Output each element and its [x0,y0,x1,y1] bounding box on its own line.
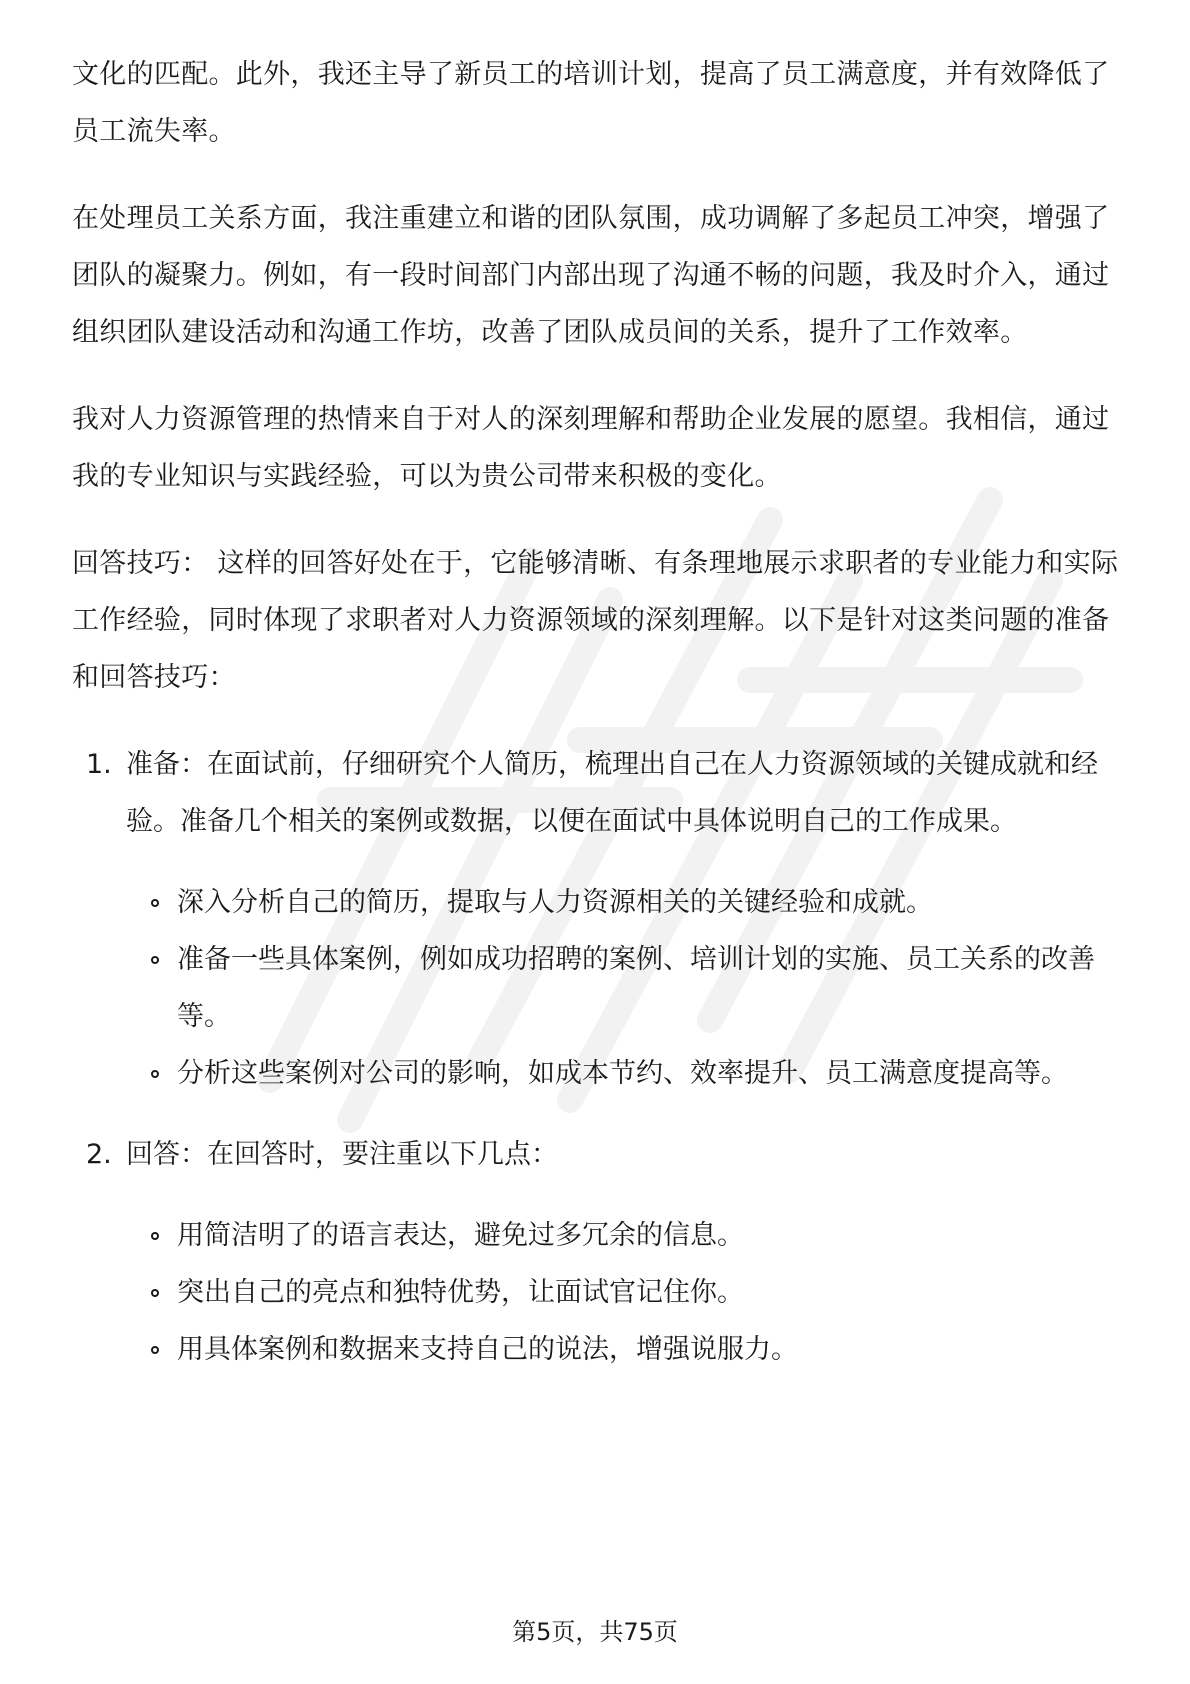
list-item-text: 准备：在面试前，仔细研究个人简历，梳理出自己在人力资源领域的关键成就和经验。准备几个相关的案例或数据，以便在面试中具体说明自己的工作成果。 [126,749,1098,837]
tips-list-item-2 [72,1126,1122,1378]
sub-list-item-text: 用简洁明了的语言表达，避免过多冗余的信息。 [177,1220,744,1251]
paragraph-2: 在处理员工关系方面，我注重建立和谐的团队氛围，成功调解了多起员工冲突，增强了团队的凝聚力。例如，有一段时间部门内部出现了沟通不畅的问题，我及时介入，通过组织团队建设活动和沟通工作坊，改善了团队成员间的关系，提升了工作效率。 [72,203,1110,348]
hollow-bullet-icon [151,899,159,907]
sub-list-item-text: 分析这些案例对公司的影响，如成本节约、效率提升、员工满意度提高等。 [177,1058,1068,1089]
sub-list [126,874,1122,1102]
sub-list-item [126,1207,1122,1264]
document-body [72,46,1122,1402]
sub-list-item-text: 突出自己的亮点和独特优势，让面试官记住你。 [177,1277,744,1308]
paragraph-3: 我对人力资源管理的热情来自于对人的深刻理解和帮助企业发展的愿望。我相信，通过我的专业知识与实践经验，可以为贵公司带来积极的变化。 [72,404,1110,492]
list-number: 2. [86,1139,112,1170]
sub-list-item [126,931,1122,1045]
paragraph-4: 回答技巧： 这样的回答好处在于，它能够清晰、有条理地展示求职者的专业能力和实际工作经验，同时体现了求职者对人力资源领域的深刻理解。以下是针对这类问题的准备和回答技巧： [72,548,1119,693]
sub-list-item [126,1045,1122,1102]
tips-list-item-1 [72,736,1122,1102]
tips-list [72,736,1122,1378]
sub-list-item-text: 深入分析自己的简历，提取与人力资源相关的关键经验和成就。 [177,887,933,918]
hollow-bullet-icon [151,956,159,964]
sub-list-item-text: 准备一些具体案例，例如成功招聘的案例、培训计划的实施、员工关系的改善等。 [177,944,1095,1032]
sub-list-item [126,874,1122,931]
sub-list-item-text: 用具体案例和数据来支持自己的说法，增强说服力。 [177,1334,798,1365]
sub-list-item [126,1264,1122,1321]
hollow-bullet-icon [151,1070,159,1078]
hollow-bullet-icon [151,1289,159,1297]
sub-list [126,1207,1122,1378]
sub-list-item [126,1321,1122,1378]
list-item-text: 回答：在回答时，要注重以下几点： [126,1139,558,1170]
page-number-footer: 第5页，共75页 [512,1618,678,1646]
paragraph-1: 文化的匹配。此外，我还主导了新员工的培训计划，提高了员工满意度，并有效降低了员工流失率。 [72,59,1110,147]
list-number: 1. [86,749,112,780]
hollow-bullet-icon [151,1232,159,1240]
hollow-bullet-icon [151,1346,159,1354]
